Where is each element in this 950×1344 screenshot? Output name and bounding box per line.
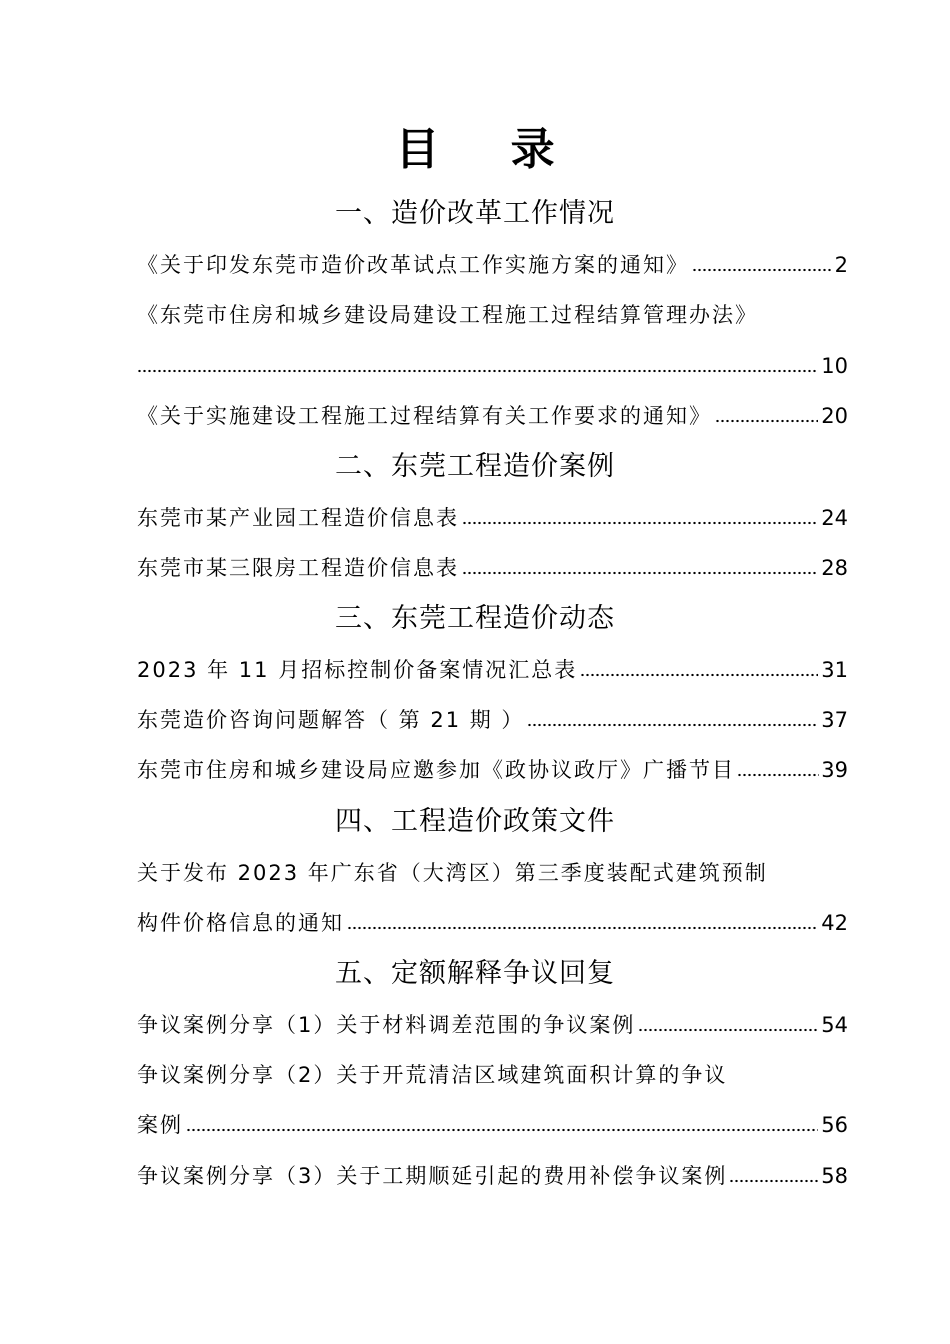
- toc-entry-label: 争议案例分享（1）关于材料调差范围的争议案例: [137, 1013, 636, 1037]
- section-heading: 四、工程造价政策文件: [335, 806, 615, 837]
- toc-entry-line1[interactable]: [137, 856, 848, 890]
- toc-entry-page: 20: [821, 404, 848, 428]
- dot-leader: [737, 772, 819, 778]
- page-title: 目 录: [395, 124, 583, 175]
- toc-entry[interactable]: [137, 703, 848, 737]
- toc-entry-label-cont: 案例: [137, 1113, 183, 1137]
- toc-entry[interactable]: [137, 753, 848, 787]
- dot-leader: [186, 1127, 818, 1133]
- toc-entry-label: 东莞市住房和城乡建设局应邀参加《政协议政厅》广播节目: [137, 758, 735, 782]
- toc-entry-label: 东莞市某产业园工程造价信息表: [137, 506, 459, 530]
- toc-entry-label: 东莞市某三限房工程造价信息表: [137, 556, 459, 580]
- dot-leader: [137, 368, 818, 374]
- section-heading: 二、东莞工程造价案例: [335, 451, 615, 482]
- toc-entry-page: 24: [821, 506, 848, 530]
- section-heading: 三、东莞工程造价动态: [335, 603, 615, 634]
- toc-entry-page: 54: [821, 1013, 848, 1037]
- toc-entry[interactable]: [137, 248, 848, 282]
- dot-leader: [729, 1178, 819, 1184]
- toc-entry-page: 28: [821, 556, 848, 580]
- toc-entry-line2[interactable]: [137, 906, 848, 940]
- dot-leader: [462, 520, 818, 526]
- dot-leader: [462, 570, 818, 576]
- toc-entry-page: 56: [821, 1113, 848, 1137]
- dot-leader: [638, 1027, 818, 1033]
- dot-leader: [527, 722, 818, 728]
- dot-leader: [347, 925, 818, 931]
- toc-entry-line2[interactable]: [137, 1108, 848, 1142]
- toc-entry-label: 《东莞市住房和城乡建设局建设工程施工过程结算管理办法》: [137, 303, 758, 327]
- toc-entry-label: 关于发布 2023 年广东省（大湾区）第三季度装配式建筑预制: [137, 861, 768, 885]
- toc-entry-page: 37: [821, 708, 848, 732]
- toc-entry-label: 2023 年 11 月招标控制价备案情况汇总表: [137, 658, 578, 682]
- toc-entry-line1[interactable]: [137, 1058, 848, 1092]
- toc-entry-page: 58: [821, 1164, 848, 1188]
- toc-entry[interactable]: [137, 653, 848, 687]
- toc-entry[interactable]: [137, 501, 848, 535]
- dot-leader: [692, 267, 832, 273]
- section-heading: 一、造价改革工作情况: [335, 198, 615, 229]
- toc-entry-line2[interactable]: [137, 349, 848, 383]
- toc-entry-label: 《关于实施建设工程施工过程结算有关工作要求的通知》: [137, 404, 712, 428]
- toc-entry-label: 东莞造价咨询问题解答（ 第 21 期 ）: [137, 708, 525, 732]
- toc-entry-line1[interactable]: [137, 298, 848, 332]
- toc-entry-page: 10: [821, 354, 848, 378]
- toc-entry-page: 39: [821, 758, 848, 782]
- toc-entry[interactable]: [137, 399, 848, 433]
- toc-entry-page: 31: [821, 658, 848, 682]
- dot-leader: [715, 418, 818, 424]
- toc-entry-label: 争议案例分享（2）关于开荒清洁区域建筑面积计算的争议: [137, 1063, 728, 1087]
- toc-entry-label-cont: 构件价格信息的通知: [137, 911, 344, 935]
- toc-entry-label: 争议案例分享（3）关于工期顺延引起的费用补偿争议案例: [137, 1164, 728, 1188]
- toc-entry[interactable]: [137, 1159, 848, 1193]
- toc-entry-page: 42: [821, 911, 848, 935]
- toc-entry[interactable]: [137, 1008, 848, 1042]
- dot-leader: [580, 672, 818, 678]
- toc-entry-label: 《关于印发东莞市造价改革试点工作实施方案的通知》: [137, 253, 689, 277]
- section-heading: 五、定额解释争议回复: [335, 958, 615, 989]
- toc-entry[interactable]: [137, 551, 848, 585]
- toc-entry-page: 2: [834, 253, 848, 277]
